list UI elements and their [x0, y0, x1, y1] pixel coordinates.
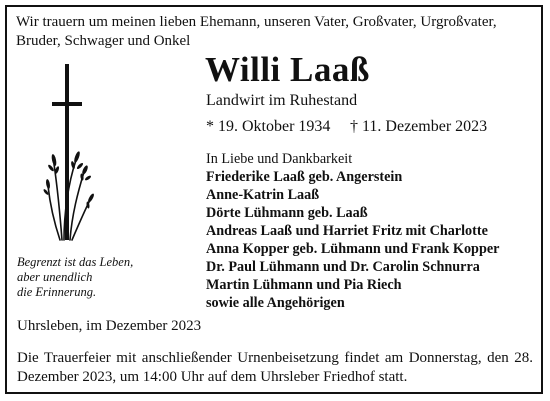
mourner: Dr. Paul Lühmann und Dr. Carolin Schnurra [206, 259, 480, 275]
mourner: Friederike Laaß geb. Angerstein [206, 169, 403, 185]
mourner: Anne-Katrin Laaß [206, 187, 320, 203]
death-date: † 11. Dezember 2023 [350, 118, 488, 135]
occupation: Landwirt im Ruhestand [206, 92, 358, 109]
mourner: Andreas Laaß und Harriet Fritz mit Charlotte [206, 223, 488, 239]
cross-with-grain-icon [40, 64, 100, 247]
birth-date: * 19. Oktober 1934 [206, 118, 331, 135]
mourner: sowie alle Angehörigen [206, 295, 345, 311]
mourners-list [206, 150, 536, 312]
mourner: Anna Kopper geb. Lühmann und Frank Kopper [206, 241, 500, 257]
mourner: Dörte Lühmann geb. Laaß [206, 205, 368, 221]
funeral-info: Die Trauerfeier mit anschließender Urnenbeisetzung findet am Donnerstag, den 28. Dezember 2023, um 14:00 Uhr auf dem Uhrsleber Friedhof statt. [17, 350, 533, 385]
place-and-date: Uhrsleben, im Dezember 2023 [17, 318, 202, 334]
intro-text: Wir trauern um meinen lieben Ehemann, unseren Vater, Großvater, Urgroßvater, Bruder, Schwager und Onkel [16, 14, 497, 49]
deceased-name: Willi Laaß [205, 50, 370, 89]
mourner: Martin Lühmann und Pia Riech [206, 277, 402, 293]
quote-line: die Erinnerung. [17, 285, 97, 299]
quote [17, 255, 133, 300]
mourners-lead: In Liebe und Dankbarkeit [206, 151, 353, 167]
quote-line: Begrenzt ist das Leben, [17, 255, 134, 269]
quote-line: aber unendlich [17, 270, 93, 284]
